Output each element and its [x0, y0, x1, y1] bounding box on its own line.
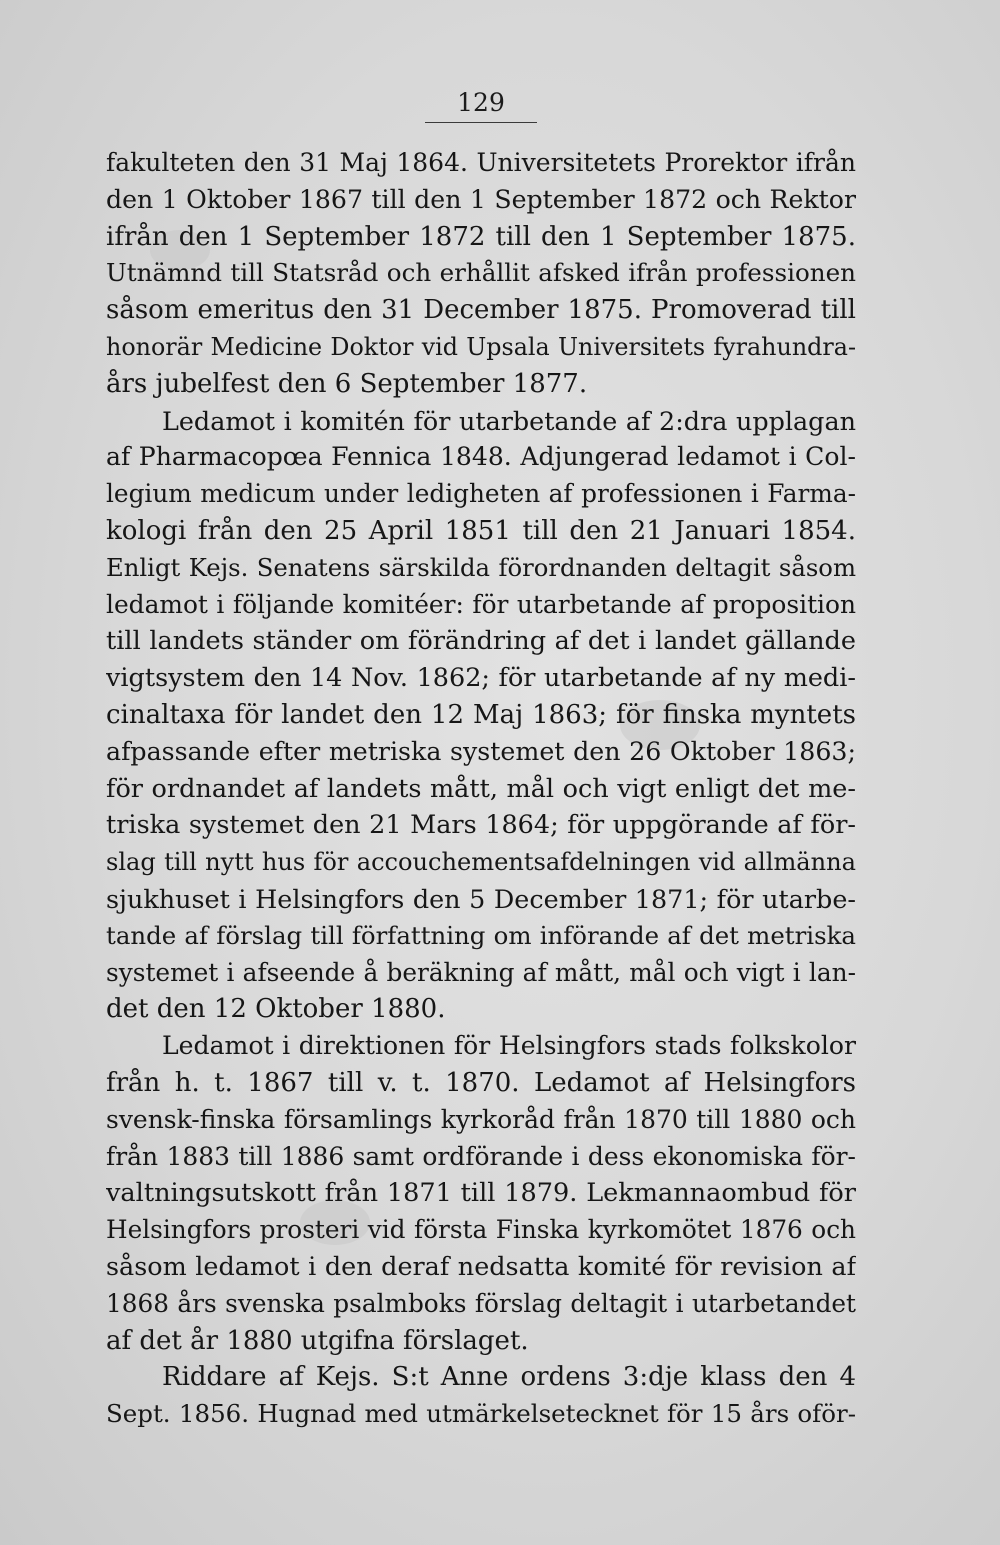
text-line: Sept. 1856. Hugnad med utmärkelsetecknet för 15 års oför-: [106, 1399, 856, 1429]
text-line: såsom emeritus den 31 December 1875. Promoverad till: [106, 295, 856, 326]
text-line: kologi från den 25 April 1851 till den 21 Januari 1854.: [106, 515, 856, 546]
text-line: Ledamot i komitén för utarbetande af 2:dra upplagan: [162, 405, 856, 436]
page-number-rule: [425, 122, 537, 123]
page-number: 129: [457, 88, 505, 117]
text-line: legium medicum under ledigheten af professionen i Farma-: [106, 479, 856, 509]
text-line: års jubelfest den 6 September 1877.: [106, 368, 588, 399]
text-line: ifrån den 1 September 1872 till den 1 September 1875.: [106, 221, 856, 252]
text-line: ledamot i följande komitéer: för utarbetande af proposition: [106, 589, 856, 619]
text-line: till landets ständer om förändring af det i landet gällande: [106, 626, 856, 657]
text-line: Helsingfors prosteri vid första Finska kyrkomötet 1876 och: [106, 1215, 856, 1245]
text-line: Ledamot i direktionen för Helsingfors stads folkskolor: [162, 1031, 856, 1061]
text-line: honorär Medicine Doktor vid Upsala Universitets fyrahundra-: [106, 332, 856, 361]
text-line: valtningsutskott från 1871 till 1879. Lekmannaombud för: [106, 1178, 856, 1209]
text-line: vigtsystem den 14 Nov. 1862; för utarbetande af ny medi-: [106, 663, 856, 694]
text-line: af Pharmacopœa Fennica 1848. Adjungerad ledamot i Col-: [106, 442, 856, 472]
text-line: systemet i afseende å beräkning af mått, mål och vigt i lan-: [106, 957, 856, 987]
text-line: Riddare af Kejs. S:t Anne ordens 3:dje klass den 4: [162, 1362, 856, 1393]
text-line: fakulteten den 31 Maj 1864. Universitetets Prorektor ifrån: [106, 148, 856, 177]
text-line: Utnämnd till Statsråd och erhållit afsked ifrån professionen: [106, 258, 856, 288]
text-line: från h. t. 1867 till v. t. 1870. Ledamot af Helsingfors: [106, 1067, 856, 1098]
text-line: svensk-finska församlings kyrkoråd från 1870 till 1880 och: [106, 1104, 856, 1134]
text-line: sjukhuset i Helsingfors den 5 December 1871; för utarbe-: [106, 883, 856, 914]
text-line: det den 12 Oktober 1880.: [106, 994, 446, 1025]
text-line: den 1 Oktober 1867 till den 1 September 1872 och Rektor: [106, 184, 856, 214]
text-line: från 1883 till 1886 samt ordförande i dess ekonomiska för-: [106, 1141, 856, 1171]
text-line: cinaltaxa för landet den 12 Maj 1863; för finska myntets: [106, 699, 856, 730]
text-line: triska systemet den 21 Mars 1864; för uppgörande af för-: [106, 810, 856, 841]
text-line: för ordnandet af landets mått, mål och vigt enligt det me-: [106, 773, 856, 804]
text-line: såsom ledamot i den deraf nedsatta komité för revision af: [106, 1251, 856, 1282]
text-line: Enligt Kejs. Senatens särskilda förordnanden deltagit såsom: [106, 552, 856, 582]
text-line: af det år 1880 utgifna förslaget.: [106, 1325, 529, 1356]
text-line: 1868 års svenska psalmboks förslag deltagit i utarbetandet: [106, 1288, 856, 1318]
text-line: afpassande efter metriska systemet den 26 Oktober 1863;: [106, 736, 856, 766]
text-line: slag till nytt hus för accouchementsafdelningen vid allmänna: [106, 848, 856, 877]
body-text: [106, 145, 856, 1433]
text-line: tande af förslag till författning om införande af det metriska: [106, 920, 856, 950]
